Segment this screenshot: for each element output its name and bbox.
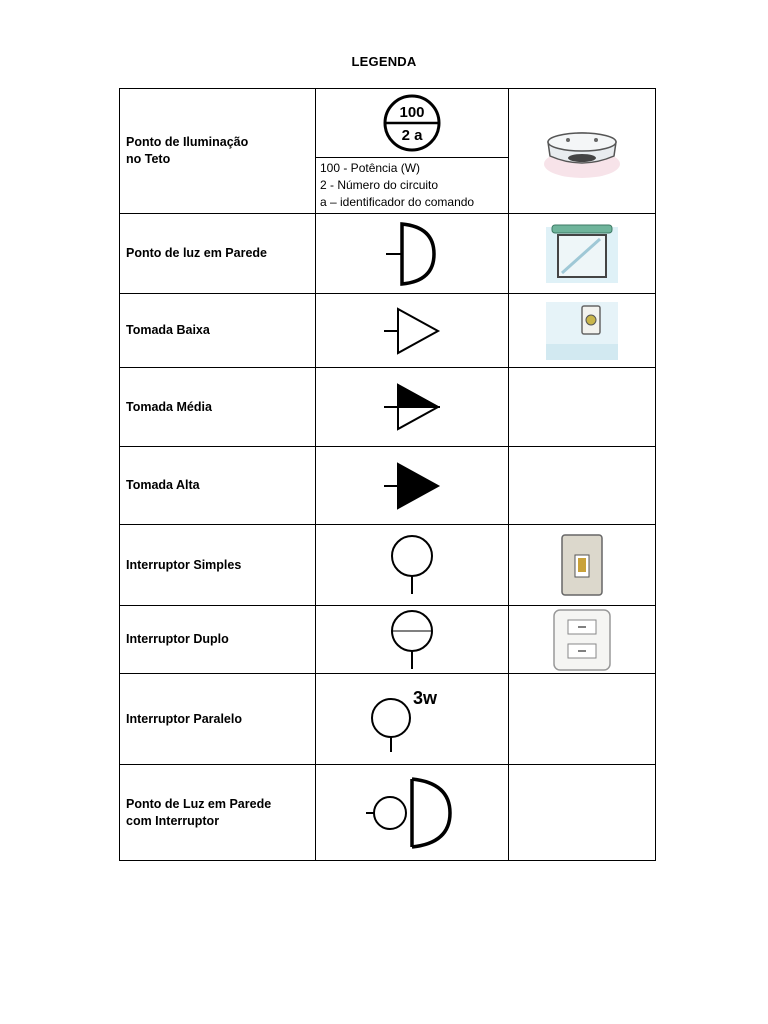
note-line: 100 - Potência (W)	[320, 161, 421, 175]
double-switch-image	[509, 606, 656, 674]
row-label-line: no Teto	[126, 152, 171, 166]
outlet-image	[509, 294, 656, 368]
empty-image-cell	[509, 765, 656, 861]
table-row	[120, 294, 656, 368]
ceiling-light-symbol	[316, 89, 508, 158]
single-switch-image	[509, 525, 656, 606]
ceiling-lamp-image	[509, 89, 656, 214]
row-label: Tomada Média	[120, 368, 316, 447]
table-row	[120, 89, 656, 214]
table-row	[120, 606, 656, 674]
note-line: a – identificador do comando	[320, 195, 475, 209]
table-row	[120, 447, 656, 525]
row-label-line: Ponto de Iluminação	[126, 135, 249, 149]
empty-image-cell	[509, 674, 656, 765]
row-label: Ponto de luz em Parede	[120, 214, 316, 294]
medium-outlet-symbol	[316, 368, 509, 447]
symbol-top-text: 100	[399, 104, 425, 121]
row-label	[120, 89, 316, 214]
parallel-switch-symbol	[316, 674, 509, 765]
row-label: Interruptor Duplo	[120, 606, 316, 674]
empty-image-cell	[509, 368, 656, 447]
symbol-notes	[316, 158, 508, 213]
page-title: LEGENDA	[351, 54, 417, 69]
row-label-line: Ponto de Luz em Parede	[126, 796, 272, 811]
symbol-cell	[316, 89, 509, 214]
table-row	[120, 674, 656, 765]
double-switch-symbol	[316, 606, 509, 674]
table-row	[120, 525, 656, 606]
table-row	[120, 214, 656, 294]
empty-image-cell	[509, 447, 656, 525]
table-row	[120, 765, 656, 861]
row-label: Interruptor Simples	[120, 525, 316, 606]
high-outlet-symbol	[316, 447, 509, 525]
note-line: 2 - Número do circuito	[320, 178, 439, 192]
table-row	[120, 368, 656, 447]
row-label	[120, 765, 316, 861]
row-label: Tomada Baixa	[120, 294, 316, 368]
symbol-bottom-text: 2 a	[401, 127, 423, 144]
wall-lamp-image	[509, 214, 656, 294]
row-label: Interruptor Paralelo	[120, 674, 316, 765]
wall-light-symbol	[316, 214, 509, 294]
single-switch-symbol	[316, 525, 509, 606]
row-label-line: com Interruptor	[126, 813, 220, 828]
row-label: Tomada Alta	[120, 447, 316, 525]
low-outlet-symbol	[316, 294, 509, 368]
wall-light-with-switch-symbol	[316, 765, 509, 861]
symbol-text: 3w	[413, 688, 438, 708]
legend-table	[119, 88, 656, 861]
